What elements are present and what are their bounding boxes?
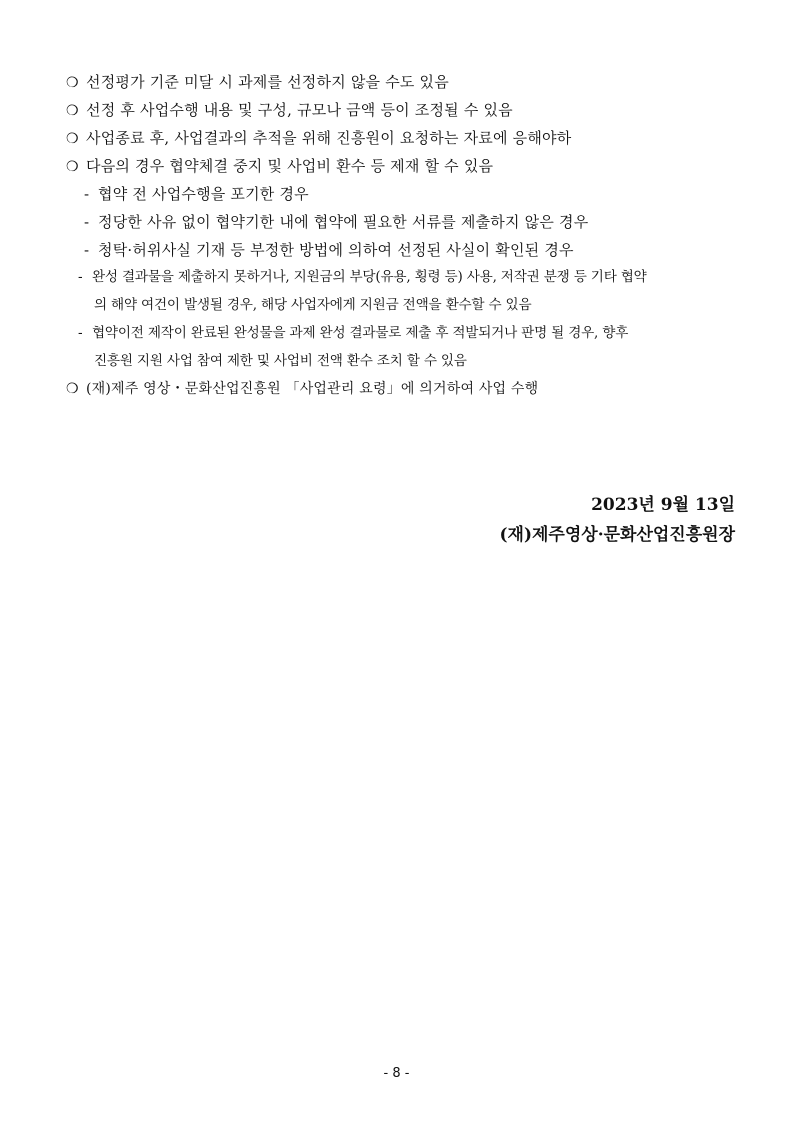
sub-item [84,184,309,204]
bullet-item [66,156,493,177]
dash-marker: - [84,241,90,259]
sub-item [78,323,628,343]
sub-item-text: 완성 결과물을 제출하지 못하거나, 지원금의 부당(유용, 횡령 등) 사용, 저작권 분쟁 등 기타 협약 [92,269,647,285]
signature-date: 2023년 9월 13일 [591,495,735,515]
bullet-text: 선정평가 기준 미달 시 과제를 선정하지 않을 수도 있음 [86,73,449,91]
bullet-item [66,72,449,93]
bullet-item [66,379,538,399]
bullet-text: 선정 후 사업수행 내용 및 구성, 규모나 금액 등이 조정될 수 있음 [86,101,513,119]
bullet-circle-icon: ❍ [66,159,79,175]
dash-marker: - [78,269,83,285]
sub-item-continuation: 진흥원 지원 사업 참여 제한 및 사업비 전액 환수 조치 할 수 있음 [94,353,467,369]
dash-marker: - [78,325,83,341]
sub-item-text: 정당한 사유 없이 협약기한 내에 협약에 필요한 서류를 제출하지 않은 경우 [98,213,589,231]
bullet-item [66,100,513,121]
sub-item-text: 협약 전 사업수행을 포기한 경우 [98,185,309,203]
bullet-circle-icon: ❍ [66,381,79,397]
signature-organization: (재)제주영상·문화산업진흥원장 [499,525,735,545]
sub-item [84,212,588,232]
bullet-text: (재)제주 영상・문화산업진흥원 「사업관리 요령」에 의거하여 사업 수행 [86,381,539,397]
bullet-item [66,128,571,149]
bullet-text: 사업종료 후, 사업결과의 추적을 위해 진흥원이 요청하는 자료에 응해야하 [86,129,572,147]
bullet-circle-icon: ❍ [66,131,79,147]
sub-item-text: 청탁·허위사실 기재 등 부정한 방법에 의하여 선정된 사실이 확인된 경우 [98,241,574,259]
dash-marker: - [84,185,90,203]
sub-item [78,267,647,287]
sub-item-continuation: 의 해약 여건이 발생될 경우, 해당 사업자에게 지원금 전액을 환수할 수 있음 [94,297,532,313]
bullet-circle-icon: ❍ [66,75,79,91]
bullet-circle-icon: ❍ [66,103,79,119]
sub-item-text: 협약이전 제작이 완료된 완성물을 과제 완성 결과물로 제출 후 적발되거나 판명 될 경우, 향후 [92,325,629,341]
dash-marker: - [84,213,90,231]
sub-item [84,240,574,260]
page-number: - 8 - [383,1066,410,1081]
bullet-text: 다음의 경우 협약체결 중지 및 사업비 환수 등 제재 할 수 있음 [86,157,494,175]
